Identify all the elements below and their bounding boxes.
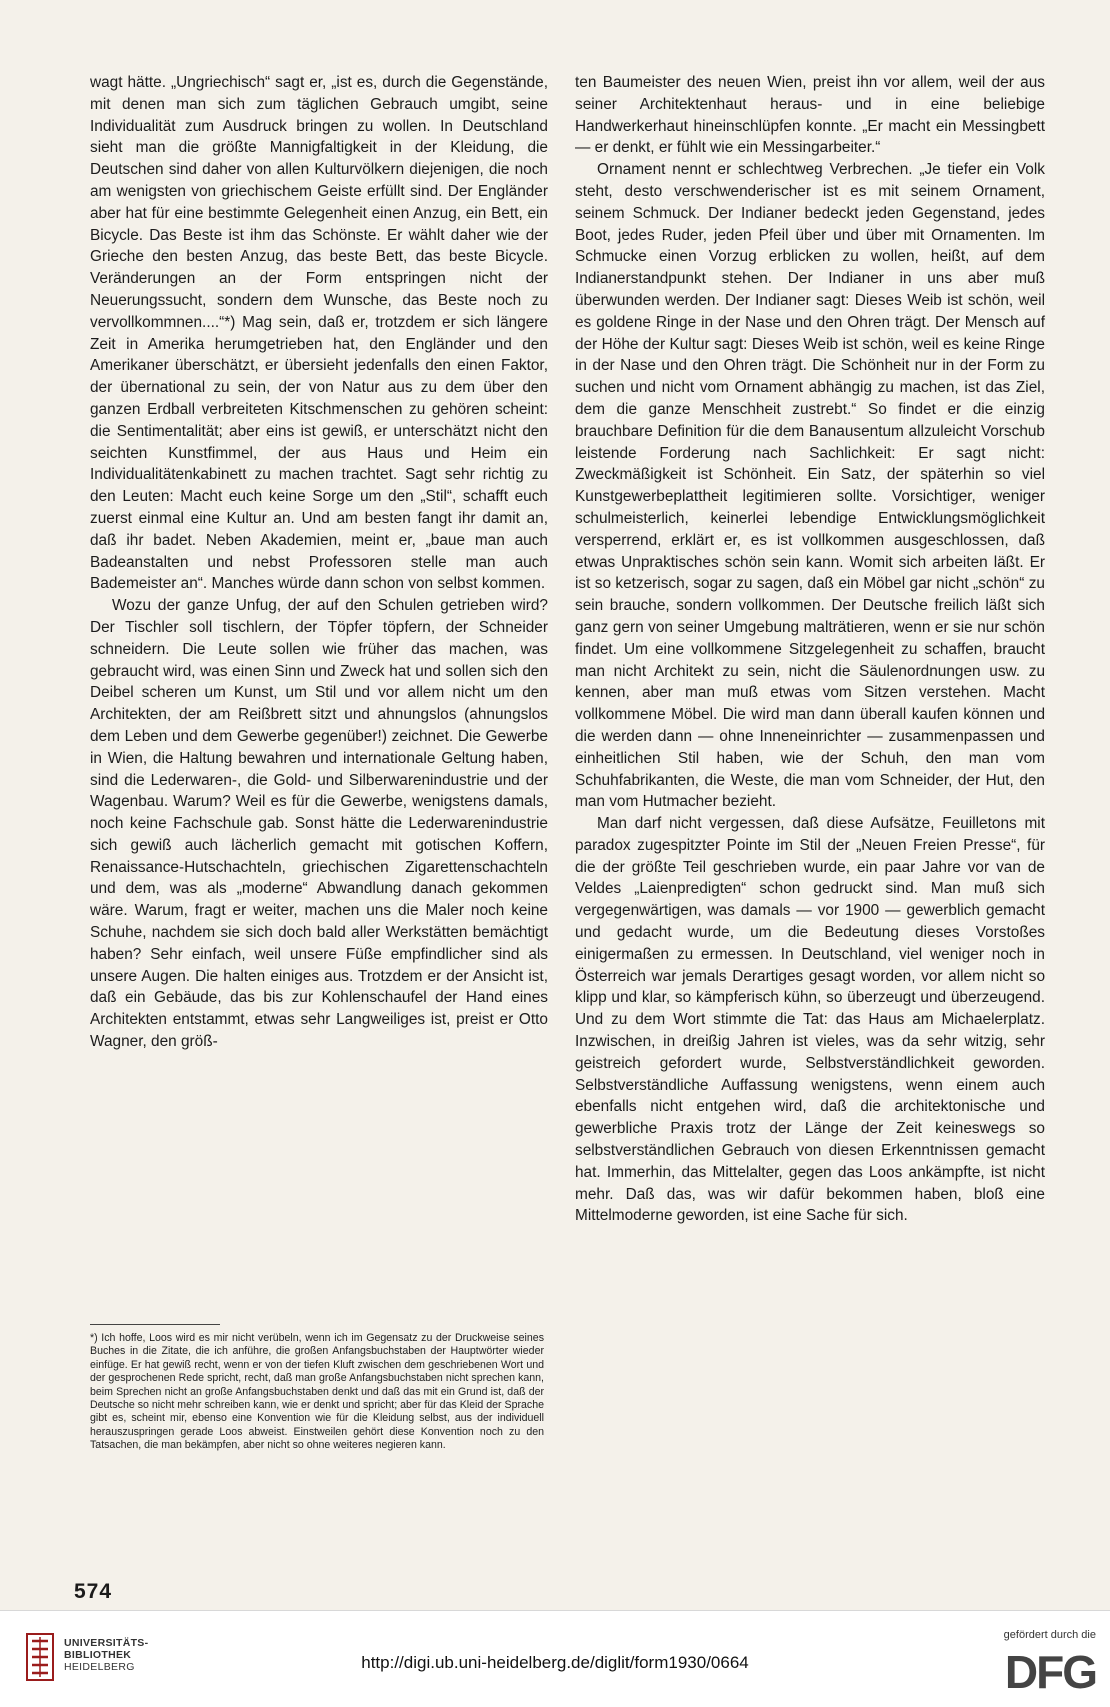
dfg-logo: DFG: [1004, 1646, 1096, 1698]
library-name-line-2: BIBLIOTHEK: [64, 1649, 132, 1661]
library-name-line-1: UNIVERSITÄTS-: [64, 1637, 149, 1649]
library-logo-icon: [26, 1633, 54, 1681]
library-name: [64, 1637, 148, 1673]
sponsor-caption: gefördert durch die: [1003, 1629, 1096, 1641]
right-paragraph-3: Man darf nicht vergessen, daß diese Aufsätze, Feuilletons mit paradox zugespitzter Pointe im Stil der „Neuen Freien Presse“, für die der größte Teil geschrieben wurde, ein paar Jahre vor van de Veldes „Laienpredigten“ schon gedruckt sind. Man muß sich vergegenwärtigen, was damals — vor 1900 — gewerblich gemacht und gedacht wurde, um die Bedeutung dieses Vorstoßes einigermaßen zu ermessen. In Deutschland, viel weniger noch in Österreich war jemals Derartiges gesagt worden, vor allem nicht so klipp und klar, so kämpferisch kühn, so überzeugt und überzeugend. Und zu dem Wort stimmte die Tat: das Haus am Michaelerplatz. Inzwischen, in dreißig Jahren ist vieles, was da sehr witzig, sehr geistreich gefordert wurde, Selbstverständlichkeit geworden. Selbstverständliche Auffassung wenigstens, wenn einem auch ebenfalls nicht entgehen wird, daß die architektonische und gewerbliche Praxis trotz der Länge der Zeit keineswegs so selbstverständlichen Gebrauch von diesen Erkenntnissen gemacht hat. Immerhin, das Mittelalter, gegen das Loos ankämpfte, ist nicht mehr. Daß das, was wir dafür bekommen haben, bloß eine Mittelmoderne geworden, ist eine Sache für sich.: [575, 815, 1045, 1225]
right-paragraph-1: ten Baumeister des neuen Wien, preist ihn vor allem, weil der aus seiner Architektenhaut heraus- und in eine beliebige Handwerkerhaut hineinschlüpfen konnte. „Er macht ein Messingbett — er denkt, er fühlt wie ein Messingarbeiter.“: [575, 74, 1045, 157]
footnote-divider: [90, 1324, 220, 1325]
page-number: 574: [74, 1580, 113, 1603]
left-text-column: [90, 72, 548, 1053]
permalink-link[interactable]: http://digi.ub.uni-heidelberg.de/diglit/form1930/0664: [361, 1653, 749, 1672]
footnote: *) Ich hoffe, Loos wird es mir nicht verübeln, wenn ich im Gegensatz zu der Druckweise seines Buches in die Zitate, die ich anführe, die großen Anfangsbuchstaben der Hauptwörter wieder einfüge. Er hat gewiß recht, wenn er von der tiefen Kluft zwischen dem geschriebenen Wort und der gesprochenen Rede spricht, recht, daß man große Anfangsbuchstaben nicht sprechen kann, beim Sprechen nicht an große Anfangsbuchstaben denkt und daß das mit ein Grund ist, daß der Deutsche so nicht mehr schreiben kann, wie er denkt und spricht; aber für das Kleid der Sprache gibt es, scheint mir, ebenso eine Konvention wie für die Kleidung selbst, aus der individuell herauszuspringen gerade Loos abweist. Einstweilen gehört diese Konvention noch zu den Tatsachen, die man bekämpfen, aber nicht so ohne weiteres negieren kann.: [90, 1332, 544, 1452]
right-paragraph-2: Ornament nennt er schlechtweg Verbrechen. „Je tiefer ein Volk steht, desto verschwenderischer ist es mit seinem Ornament, seinem Schmuck. Der Indianer bedeckt jeden Gegenstand, jedes Boot, jedes Ruder, jeden Pfeil über und über mit Ornamenten. Im Schmucke einen Vorzug erblicken zu wollen, heißt, auf dem Indianerstandpunkt stehen. Der Indianer in uns aber muß überwunden werden. Der Indianer sagt: Dieses Weib ist schön, weil es goldene Ringe in der Nase und den Ohren trägt. Der Mensch auf der Höhe der Kultur sagt: Dieses Weib ist schön, weil es keine Ringe in der Nase und den Ohren trägt. Die Schönheit nur in der Form zu suchen und nicht vom Ornament abhängig zu machen, ist das Ziel, dem die ganze Menschheit zustrebt.“ So findet er die einzig brauchbare Definition für die dem Banausentum allzuleicht Vorschub leistende Forderung nach Sachlichkeit: Er sagt nicht: Zweckmäßigkeit ist Schönheit. Ein Satz, der späterhin so viel Kunstgewerbeplattheit legitimieren sollte. Vorsichtiger, weniger schulmeisterlich, keinerlei lebendige Entwicklungsmöglichkeit versperrend, erklärt er, es ist vollkommen ausgeschlossen, daß etwas Unpraktisches schön sein kann. Womit sich arbeiten läßt. Er ist so ketzerisch, sogar zu sagen, daß ein Möbel gar nicht „schön“ zu sein brauche, sondern vollkommen. Der Deutsche freilich läßt sich ganz gern von seiner Umgebung malträtieren, wenn er sie nur schön findet. Um eine vollkommene Sitzgelegenheit zu schaffen, braucht man nicht Architekt zu sein, nicht die Säulenordnungen usw. zu kennen, aber man muß etwas vom Sitzen verstehen. Macht vollkommene Möbel. Die wird man dann überall kaufen können und die werden dann — ohne Inneneinrichter — zusammenpassen und einheitlichen Stil haben, wie der Schuh, den man vom Schuhfabrikanten, die Weste, die man vom Schneider, der Hut, den man vom Hutmacher bezieht.: [575, 161, 1045, 811]
viewer-footer: [0, 1610, 1110, 1707]
left-paragraph-2: Wozu der ganze Unfug, der auf den Schulen getrieben wird? Der Tischler soll tischlern, der Töpfer töpfern, der Schneider schneidern. Die Leute sollen wie früher das machen, was gebraucht wird, was einen Sinn und Zweck hat und sollen sich den Deibel scheren um Kunst, um Stil und vor allem nicht um den Architekten, der am Reißbrett sitzt und ahnungslos (ahnungslos dem Leben und dem Gewerbe gegenüber!) zeichnet. Die Gewerbe in Wien, die Haltung bewahren und internationale Geltung haben, sind die Lederwaren-, die Gold- und Silberwarenindustrie und der Wagenbau. Warum? Weil es für die Gewerbe, wenigstens damals, noch keine Fachschule gab. Sonst hätte die Lederwarenindustrie sich gewiß auch lächerlich gemacht mit gotischen Koffern, Renaissance-Hutschachteln, griechischen Zigarettenschachteln und dem, was als „moderne“ Abwandlung danach gekommen wäre. Warum, fragt er weiter, machen uns die Maler noch keine Schuhe, nachdem sie sich doch bald aller Werkstätten bemächtigt haben? Sehr einfach, weil unsere Füße empfindlicher sind als unsere Augen. Die halten einiges aus. Trotzdem er der Ansicht ist, daß ein Gebäude, das bis zur Kohlenschaufel der Hand eines Architekten entstammt, etwas sehr Langweiliges ist, preist er Otto Wagner, den größ-: [90, 597, 548, 1051]
left-paragraph-1: wagt hätte. „Ungriechisch“ sagt er, „ist es, durch die Gegenstände, mit denen man sich zum täglichen Gebrauch umgibt, seine Individualität zum Ausdruck bringen zu wollen. In Deutschland sieht man die größte Mannigfaltigkeit in der Kleidung, die Deutschen sind daher von allen Kulturvölkern diejenigen, die noch am wenigsten von griechischem Geiste erfüllt sind. Der Engländer aber hat für eine bestimmte Gelegenheit einen Anzug, ein Bett, ein Bicycle. Das Beste ist ihm das Schönste. Er wählt daher wie der Grieche den besten Anzug, das beste Bett, das beste Bicycle. Veränderungen an der Form entspringen nicht der Neuerungssucht, sondern dem Wunsche, das Beste noch zu vervollkommnen....“*) Mag sein, daß er, trotzdem er sich längere Zeit in Amerika herumgetrieben hat, den Engländer und den Amerikaner überschätzt, er übersieht jedenfalls den einen Faktor, der übernational zu sein, der von Natur aus zu dem über den ganzen Erdball verbreiteten Kitschmenschen zu gehören scheint: die Sentimentalität; aber eins ist gewiß, er unterschätzt nicht den seichten Kunstfimmel, der aus Haus und Heim ein Individualitätenkabinett zu machen trachtet. Sagt sehr richtig zu den Leuten: Macht euch keine Sorge um den „Stil“, schafft euch zuerst einmal eine Kultur an. Und am besten fangt ihr damit an, daß ihr badet. Neben Akademien, meint er, „baue man auch Badeanstalten und nebst Professoren stelle man auch Bademeister an“. Manches würde dann schon von selbst kommen.: [90, 74, 548, 593]
library-name-line-3: HEIDELBERG: [64, 1661, 135, 1673]
permalink: [340, 1653, 770, 1673]
right-text-column: [575, 72, 1045, 1227]
